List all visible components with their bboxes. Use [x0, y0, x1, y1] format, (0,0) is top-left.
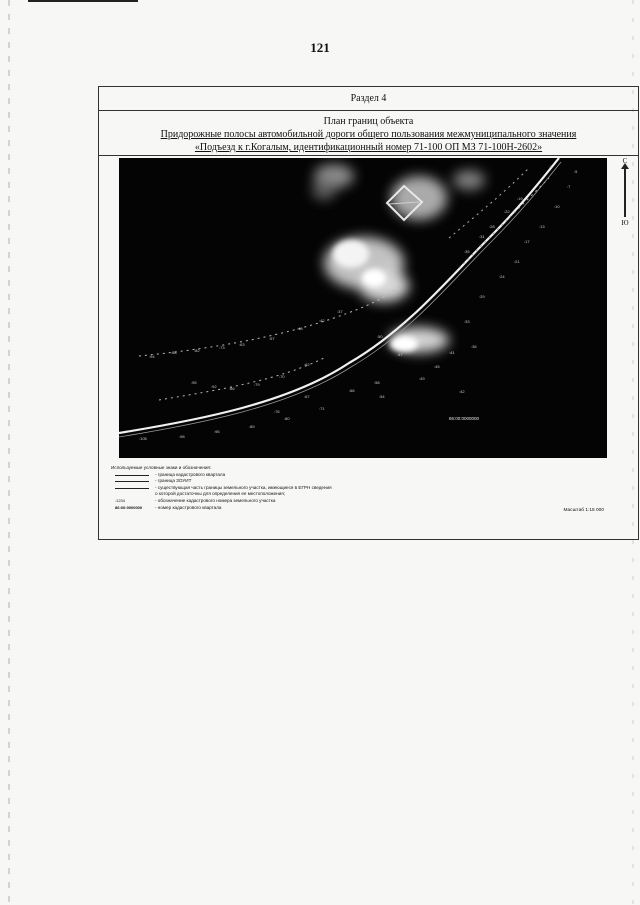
svg-text::42: :42 [459, 389, 465, 394]
svg-text::48: :48 [297, 326, 303, 331]
legend-item: - существующая часть границы земельного участка, имеющиеся в ЕГРН сведения [111, 485, 431, 492]
svg-text::98: :98 [179, 434, 185, 439]
svg-text::88: :88 [171, 350, 177, 355]
svg-text::50: :50 [377, 334, 383, 339]
plan-frame [98, 86, 639, 540]
svg-text::73: :73 [219, 345, 225, 350]
svg-text::67: :67 [304, 394, 310, 399]
parcel-boundary-line-icon [111, 485, 155, 491]
compass-north-label: С [622, 157, 628, 165]
svg-text::2: :2 [549, 164, 553, 169]
map-legend [111, 465, 431, 511]
map-imagery [119, 158, 607, 458]
north-arrow-icon [624, 167, 626, 217]
svg-text::92: :92 [211, 384, 217, 389]
svg-text::47: :47 [397, 352, 403, 357]
svg-text::57: :57 [269, 336, 275, 341]
svg-text::33: :33 [464, 319, 470, 324]
top-rule [28, 0, 138, 2]
zouit-line-icon [111, 478, 155, 484]
svg-text::82: :82 [194, 348, 200, 353]
svg-text::35: :35 [464, 249, 470, 254]
svg-text::105: :105 [139, 436, 147, 441]
svg-text::80: :80 [284, 416, 290, 421]
satellite-map [119, 158, 607, 458]
map-scale: Масштаб 1:15 000 [563, 508, 604, 513]
svg-text::13: :13 [539, 224, 545, 229]
plan-subtitle-line2: «Подъезд к г.Когалым, идентификационный номер 71-100 ОП МЗ 71-100Н-2602» [194, 142, 543, 153]
svg-text::86: :86 [229, 386, 235, 391]
legend-heading: Используемые условные знаки и обозначения: [111, 465, 212, 470]
legend-item: :1234 - обозначение кадастрового номера земельного участка [115, 497, 276, 504]
legend-item: 86:00:0000000 - номер кадастрового квартала [115, 504, 222, 510]
svg-text::17: :17 [524, 239, 530, 244]
svg-text::29: :29 [479, 294, 485, 299]
svg-text::76: :76 [274, 409, 280, 414]
svg-text::58: :58 [374, 380, 380, 385]
legend-item: - граница ЗОУИТ [111, 478, 431, 485]
legend-item: о которой достаточны для определения ее местоположения; [155, 491, 285, 497]
svg-text::96: :96 [214, 429, 220, 434]
svg-text::22: :22 [504, 209, 510, 214]
svg-text::71: :71 [319, 406, 325, 411]
north-arrow [620, 157, 630, 227]
plan-title-block [99, 111, 638, 156]
svg-text::5: :5 [574, 169, 578, 174]
svg-text::24: :24 [499, 274, 505, 279]
svg-text::37: :37 [337, 309, 343, 314]
svg-text::89: :89 [249, 424, 255, 429]
plan-subtitle-line1: Придорожные полосы автомобильной дороги общего пользования межмуниципального значения [160, 129, 577, 140]
svg-text::31: :31 [479, 234, 485, 239]
svg-text::66: :66 [349, 388, 355, 393]
svg-text::63: :63 [239, 342, 245, 347]
svg-text::45: :45 [434, 364, 440, 369]
section-label: Раздел 4 [99, 87, 638, 111]
scan-edge-left [8, 0, 10, 905]
svg-text::41: :41 [449, 350, 455, 355]
svg-text::79: :79 [254, 382, 260, 387]
legend-parcel-label: :1234 [115, 498, 126, 504]
svg-text::54: :54 [379, 394, 385, 399]
svg-text::28: :28 [489, 224, 495, 229]
cadastral-quarter-line-icon [111, 472, 155, 478]
svg-text::19: :19 [517, 196, 523, 201]
svg-text::10: :10 [554, 204, 560, 209]
svg-text::7: :7 [567, 184, 571, 189]
svg-text::62: :62 [304, 362, 310, 367]
svg-text::21: :21 [514, 259, 520, 264]
svg-text:86:00:0000000: 86:00:0000000 [449, 416, 480, 421]
svg-text::94: :94 [149, 354, 155, 359]
svg-text::70: :70 [279, 374, 285, 379]
svg-text::95: :95 [191, 380, 197, 385]
svg-text::42: :42 [319, 318, 325, 323]
page-number: 121 [310, 40, 330, 55]
compass-south-label: Ю [621, 219, 629, 227]
svg-text::36: :36 [471, 344, 477, 349]
legend-quarter-label: 86:00:0000000 [115, 504, 143, 510]
legend-item: - граница кадастрового квартала [111, 472, 431, 479]
svg-text::49: :49 [419, 376, 425, 381]
plan-title: План границ объекта [323, 116, 414, 127]
